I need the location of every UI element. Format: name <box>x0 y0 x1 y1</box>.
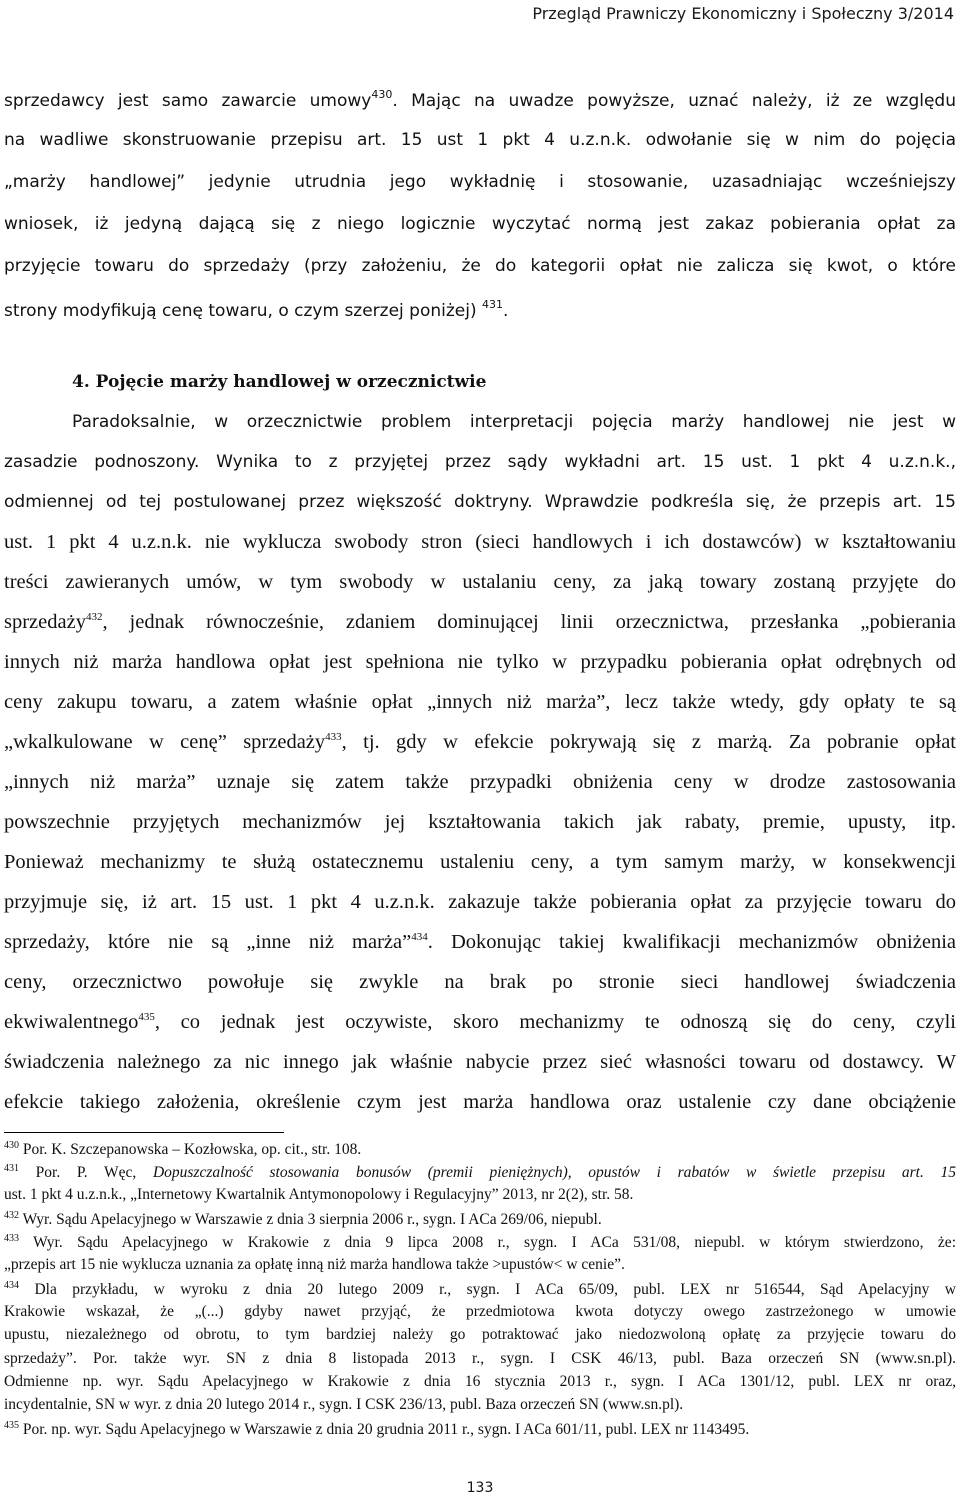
body-line: sprzedaży$^{432}$, jednak równocześnie, zdaniem dominującej linii orzecznictwa, przesłanka „pobierania <box>4 611 956 633</box>
footnote-cont: Odmienne np. wyr. Sądu Apelacyjnego w Krakowie z dnia 16 stycznia 2013 r., sygn. I ACa 1301/12, publ. LEX nr oraz, <box>4 1373 956 1390</box>
footnote-cont: Krakowie wskazał, że „(...) gdyby nawet przyjąć, że przedmiotowa kwota dotyczy owego zastrzeżonego w umowie <box>4 1303 956 1320</box>
footnote-number: 433 <box>4 1233 19 1244</box>
body-line: ust. 1 pkt 4 u.z.n.k. nie wyklucza swobody stron (sieci handlowych i ich dostawców) w kształtowaniu <box>4 531 956 553</box>
body-line: Paradoksalnie, w orzecznictwie problem interpretacji pojęcia marży handlowej nie jest w <box>72 412 956 432</box>
body-line: sprzedaży, które nie są „inne niż marża”$^{434}$. Dokonując takiej kwalifikacji mechanizmów obniżenia <box>4 931 956 953</box>
footnote-separator <box>4 1132 284 1133</box>
body-line: zasadzie podnoszony. Wynika to z przyjętej przez sądy wykładni art. 15 ust. 1 pkt 4 u.z.n.k., <box>4 452 956 472</box>
footnote-number: 430 <box>4 1140 19 1151</box>
page-number: 133 <box>466 1480 494 1496</box>
body-line: „innych niż marża” uznaje się zatem także przypadki obniżenia ceny w drodze zastosowania <box>4 771 956 793</box>
footnote-ref[interactable]: 432 <box>85 611 103 623</box>
footnote-number: 434 <box>4 1280 19 1291</box>
body-line: świadczenia należnego za nic innego jak właśnie nabycie przez sieć własności towaru od dostawcy. W <box>4 1051 956 1073</box>
body-line: „marży handlowej” jedynie utrudnia jego wykładnię i stosowanie, uzasadniając wcześniejszy <box>4 172 956 192</box>
running-header: Przegląd Prawniczy Ekonomiczny i Społeczny 3/2014 <box>532 4 954 23</box>
footnote: $^{433}$ Wyr. Sądu Apelacyjnego w Krakowie z dnia 9 lipca 2008 r., sygn. I ACa 531/08, niepubl. w którym stwierdzono, że: <box>4 1233 956 1251</box>
footnote-number: 435 <box>4 1420 19 1431</box>
body-line: „wkalkulowane w cenę” sprzedaży$^{433}$, tj. gdy w efekcie pokrywają się z marżą. Za pobranie opłat <box>4 731 956 753</box>
body-line: treści zawieranych umów, w tym swobody w ustalaniu ceny, za jaką towary zostaną przyjęte do <box>4 571 956 593</box>
footnote-ref[interactable]: 433 <box>325 731 342 743</box>
body-line: strony modyfikują cenę towaru, o czym szerzej poniżej) $^{431}$. <box>4 298 509 321</box>
footnote-cont: sprzedaży”. Por. także wyr. SN z dnia 8 listopada 2013 r., sygn. I CSK 46/13, publ. Baza orzeczeń SN (www.sn.pl). <box>4 1350 956 1367</box>
footnote-ref[interactable]: 434 <box>411 931 428 943</box>
footnote: $^{434}$ Dla przykładu, w wyroku z dnia 20 lutego 2009 r., sygn. I ACa 65/09, publ. LEX nr 516544, Sąd Apelacyjny w <box>4 1280 956 1298</box>
footnote-number: 431 <box>4 1163 19 1174</box>
body-line: przyjmuje się, iż art. 15 ust. 1 pkt 4 u.z.n.k. zakazuje także pobierania opłat za przyjęcie towaru do <box>4 891 956 913</box>
body-line: sprzedawcy jest samo zawarcie umowy$^{430}$. Mając na uwadze powyższe, uznać należy, iż ze względu <box>4 88 956 111</box>
body-line: ceny, orzecznictwo powołuje się zwykle na brak po stronie sieci handlowej świadczenia <box>4 971 956 993</box>
footnote-cont: upustu, niezależnego od obrotu, to tym bardziej należy go potraktować jako niedozwoloną opłatę za przyjęcie towaru do <box>4 1326 956 1343</box>
body-line: ekwiwalentnego$^{435}$, co jednak jest oczywiste, skoro mechanizmy te odnoszą się do ceny, czyli <box>4 1011 956 1033</box>
footnote: $^{430}$ Por. K. Szczepanowska – Kozłowska, op. cit., str. 108. <box>4 1140 362 1158</box>
footnote-cont: ust. 1 pkt 4 u.z.n.k., „Internetowy Kwartalnik Antymonopolowy i Regulacyjny” 2013, nr 2(2), str. 58. <box>4 1186 634 1203</box>
footnote-number: 432 <box>4 1210 19 1221</box>
body-line: wniosek, iż jedyną dającą się z niego logicznie wyczytać normą jest zakaz pobierania opłat za <box>4 214 956 234</box>
body-line: efekcie takiego założenia, określenie czym jest marża handlowa oraz ustalenie czy dane obciążenie <box>4 1091 956 1113</box>
body-line: Ponieważ mechanizmy te służą ostatecznemu ustaleniu ceny, a tym samym marży, w konsekwencji <box>4 851 956 873</box>
footnote: $^{435}$ Por. np. wyr. Sądu Apelacyjnego w Warszawie z dnia 20 grudnia 2011 r., sygn. I ACa 601/11, publ. LEX nr 1143495. <box>4 1420 750 1438</box>
body-line: innych niż marża handlowa opłat jest spełniona nie tylko w przypadku pobierania opłat odrębnych od <box>4 651 956 673</box>
body-line: na wadliwe skonstruowanie przepisu art. 15 ust 1 pkt 4 u.z.n.k. odwołanie się w nim do pojęcia <box>4 130 956 150</box>
footnote-ref[interactable]: 431 <box>482 298 504 311</box>
body-line: przyjęcie towaru do sprzedaży (przy założeniu, że do kategorii opłat nie zalicza się kwot, o które <box>4 256 956 276</box>
footnote-cont: incydentalnie, SN w wyr. z dnia 20 lutego 2014 r., sygn. I CSK 236/13, publ. Baza orzeczeń SN (www.sn.pl). <box>4 1396 684 1413</box>
section-heading: 4. Pojęcie marży handlowej w orzecznictwie <box>72 372 487 392</box>
footnote-cont: „przepis art 15 nie wyklucza uznania za opłatę inną niż marża handlowa także >upustów< w cenie”. <box>4 1256 625 1273</box>
footnote-ref[interactable]: 435 <box>138 1011 155 1023</box>
footnote: $^{432}$ Wyr. Sądu Apelacyjnego w Warszawie z dnia 3 sierpnia 2006 r., sygn. I ACa 269/06, niepubl. <box>4 1210 602 1228</box>
footnote: $^{431}$ Por. P. Węc, Dopuszczalność stosowania bonusów (premii pieniężnych), opustów i rabatów w świetle przepisu art. 15 <box>4 1163 956 1181</box>
body-line: powszechnie przyjętych mechanizmów jej kształtowania takich jak rabaty, premie, upusty, itp. <box>4 811 956 833</box>
body-line: ceny zakupu towaru, a zatem właśnie opłat „innych niż marża”, lecz także wtedy, gdy opłaty te są <box>4 691 956 713</box>
footnote-ref[interactable]: 430 <box>371 88 393 101</box>
body-line: odmiennej od tej postulowanej przez większość doktryny. Wprawdzie podkreśla się, że przepis art. 15 <box>4 492 956 512</box>
